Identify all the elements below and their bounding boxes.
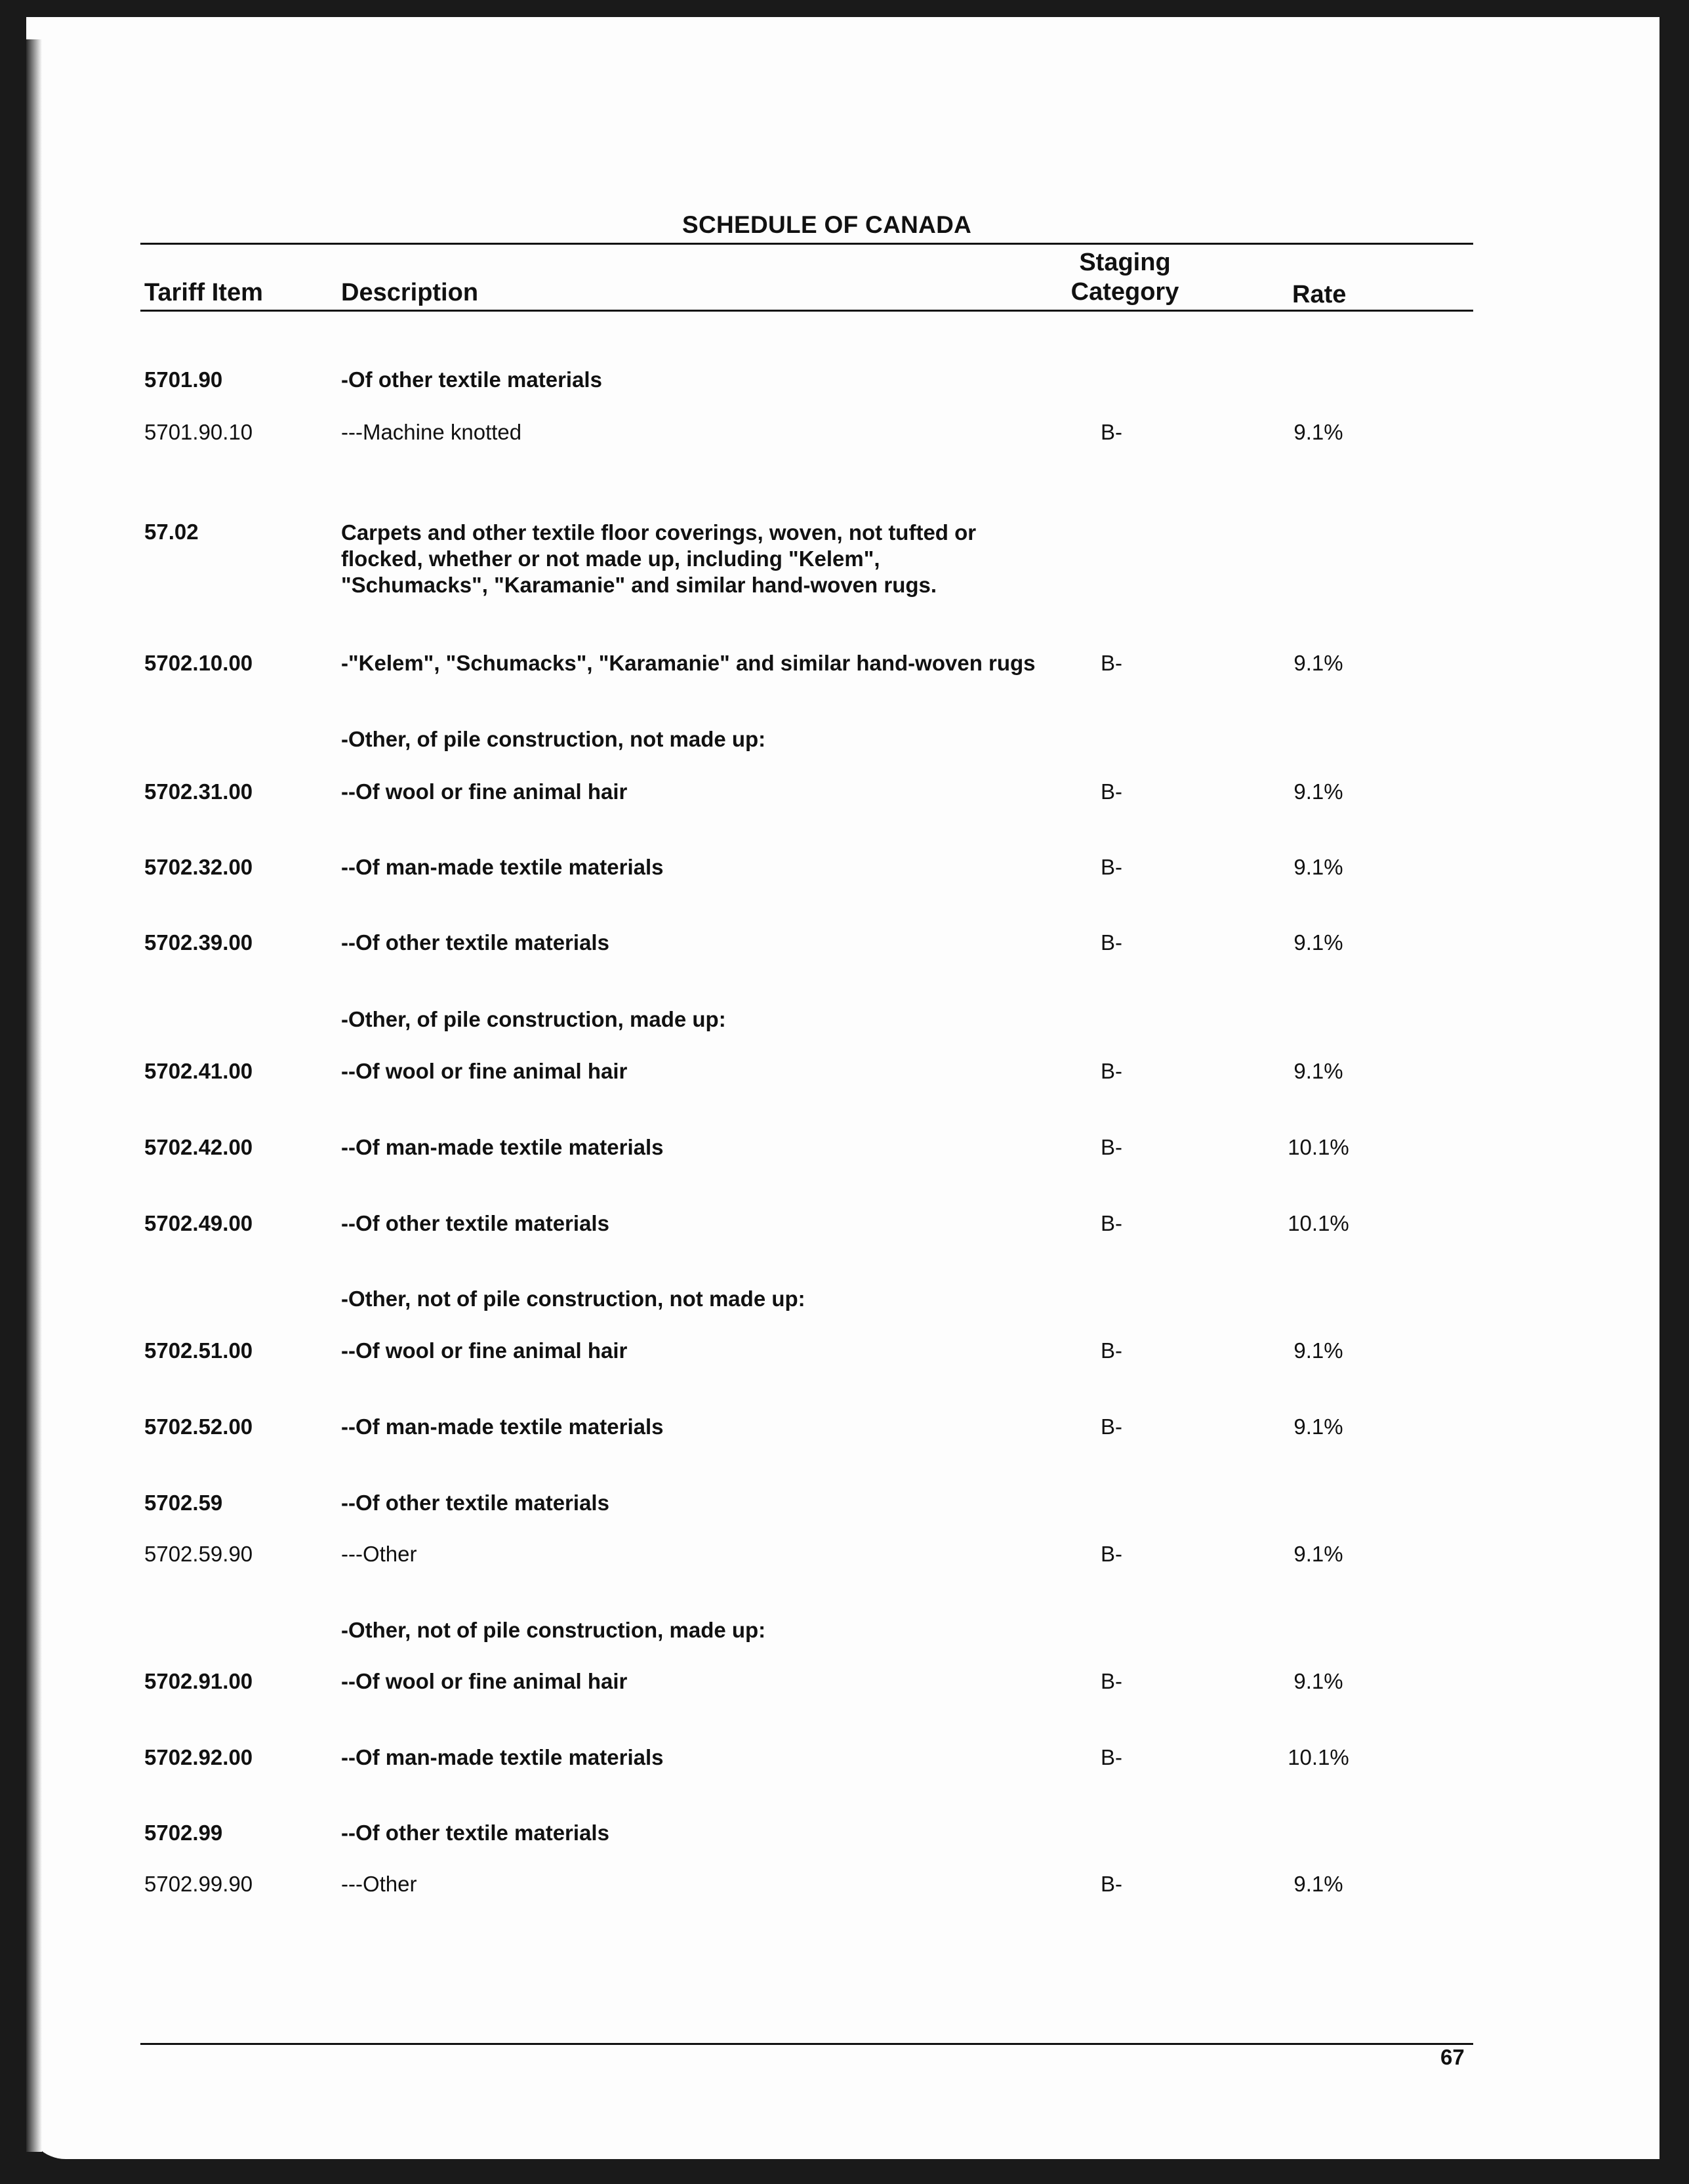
description: --Of wool or fine animal hair [341, 1338, 628, 1363]
description: --Of wool or fine animal hair [341, 779, 628, 804]
tariff-item: 57.02 [144, 520, 199, 544]
description: --Of wool or fine animal hair [341, 1669, 628, 1693]
rate: 9.1% [1293, 651, 1343, 675]
tariff-item: 5702.92.00 [144, 1745, 253, 1769]
staging-category: B- [1101, 1414, 1122, 1439]
description: --Of wool or fine animal hair [341, 1059, 628, 1083]
page-number: 67 [1440, 2045, 1465, 2069]
tariff-item: 5702.99 [144, 1821, 223, 1845]
header-top-rule [140, 243, 1473, 245]
staging-category: B- [1101, 930, 1122, 955]
staging-category: B- [1101, 1872, 1122, 1896]
tariff-item: 5702.59.90 [144, 1542, 253, 1566]
staging-category: B- [1101, 1211, 1122, 1235]
rate: 9.1% [1293, 1669, 1343, 1693]
rate: 10.1% [1288, 1745, 1349, 1769]
rate: 9.1% [1293, 779, 1343, 804]
staging-category: B- [1101, 1542, 1122, 1566]
col-header-staging-line2: Category [1070, 278, 1179, 306]
description: --Of other textile materials [341, 930, 609, 955]
rate: 10.1% [1288, 1211, 1349, 1235]
description: --Of man-made textile materials [341, 1135, 664, 1159]
col-header-tariff: Tariff Item [144, 279, 263, 306]
description: --Of man-made textile materials [341, 855, 664, 879]
staging-category: B- [1101, 1669, 1122, 1693]
tariff-item: 5702.59 [144, 1491, 223, 1515]
description: ---Machine knotted [341, 420, 522, 444]
description: ---Other [341, 1872, 417, 1896]
col-header-staging-line1: Staging [1079, 249, 1171, 276]
staging-category: B- [1101, 1745, 1122, 1769]
rate: 9.1% [1293, 855, 1343, 879]
description: -Other, not of pile construction, not made up: [341, 1287, 805, 1311]
tariff-item: 5702.41.00 [144, 1059, 253, 1083]
staging-category: B- [1101, 855, 1122, 879]
description: -Other, not of pile construction, made up: [341, 1618, 766, 1642]
rate: 9.1% [1293, 1338, 1343, 1363]
rate: 10.1% [1288, 1135, 1349, 1159]
page-title: SCHEDULE OF CANADA [682, 211, 972, 238]
description: -Of other textile materials [341, 367, 602, 392]
staging-category: B- [1101, 1135, 1122, 1159]
tariff-item: 5701.90.10 [144, 420, 253, 444]
description: -Other, of pile construction, made up: [341, 1007, 726, 1031]
staging-category: B- [1101, 1338, 1122, 1363]
tariff-item: 5702.39.00 [144, 930, 253, 955]
document-page [26, 17, 1659, 2159]
tariff-item: 5702.42.00 [144, 1135, 253, 1159]
rate: 9.1% [1293, 930, 1343, 955]
description: --Of other textile materials [341, 1211, 609, 1235]
header-bottom-rule [140, 310, 1473, 312]
description: --Of other textile materials [341, 1821, 609, 1845]
description: -"Kelem", "Schumacks", "Karamanie" and similar hand-woven rugs [341, 651, 1036, 675]
tariff-item: 5702.49.00 [144, 1211, 253, 1235]
rate: 9.1% [1293, 420, 1343, 444]
description: --Of man-made textile materials [341, 1745, 664, 1769]
staging-category: B- [1101, 779, 1122, 804]
footer-rule [140, 2043, 1473, 2045]
description: ---Other [341, 1542, 417, 1566]
rate: 9.1% [1293, 1872, 1343, 1896]
description: --Of man-made textile materials [341, 1414, 664, 1439]
col-header-rate: Rate [1292, 281, 1347, 308]
staging-category: B- [1101, 420, 1122, 444]
tariff-item: 5702.91.00 [144, 1669, 253, 1693]
staging-category: B- [1101, 651, 1122, 675]
rate: 9.1% [1293, 1414, 1343, 1439]
col-header-description: Description [341, 279, 479, 306]
tariff-item: 5702.31.00 [144, 779, 253, 804]
description: -Other, of pile construction, not made up: [341, 727, 766, 751]
tariff-item: 5701.90 [144, 367, 223, 392]
tariff-item: 5702.52.00 [144, 1414, 253, 1439]
page-edge-shadow [26, 39, 42, 2152]
rate: 9.1% [1293, 1059, 1343, 1083]
description: Carpets and other textile floor coverings, woven, not tufted or flocked, whether or not made up, including "Kelem", "Schumacks", "Karamanie" and similar hand-woven rugs. [341, 520, 977, 597]
col-header-staging [1063, 248, 1187, 307]
tariff-item: 5702.32.00 [144, 855, 253, 879]
tariff-item: 5702.99.90 [144, 1872, 253, 1896]
tariff-item: 5702.51.00 [144, 1338, 253, 1363]
description: --Of other textile materials [341, 1491, 609, 1515]
rate: 9.1% [1293, 1542, 1343, 1566]
tariff-item: 5702.10.00 [144, 651, 253, 675]
staging-category: B- [1101, 1059, 1122, 1083]
